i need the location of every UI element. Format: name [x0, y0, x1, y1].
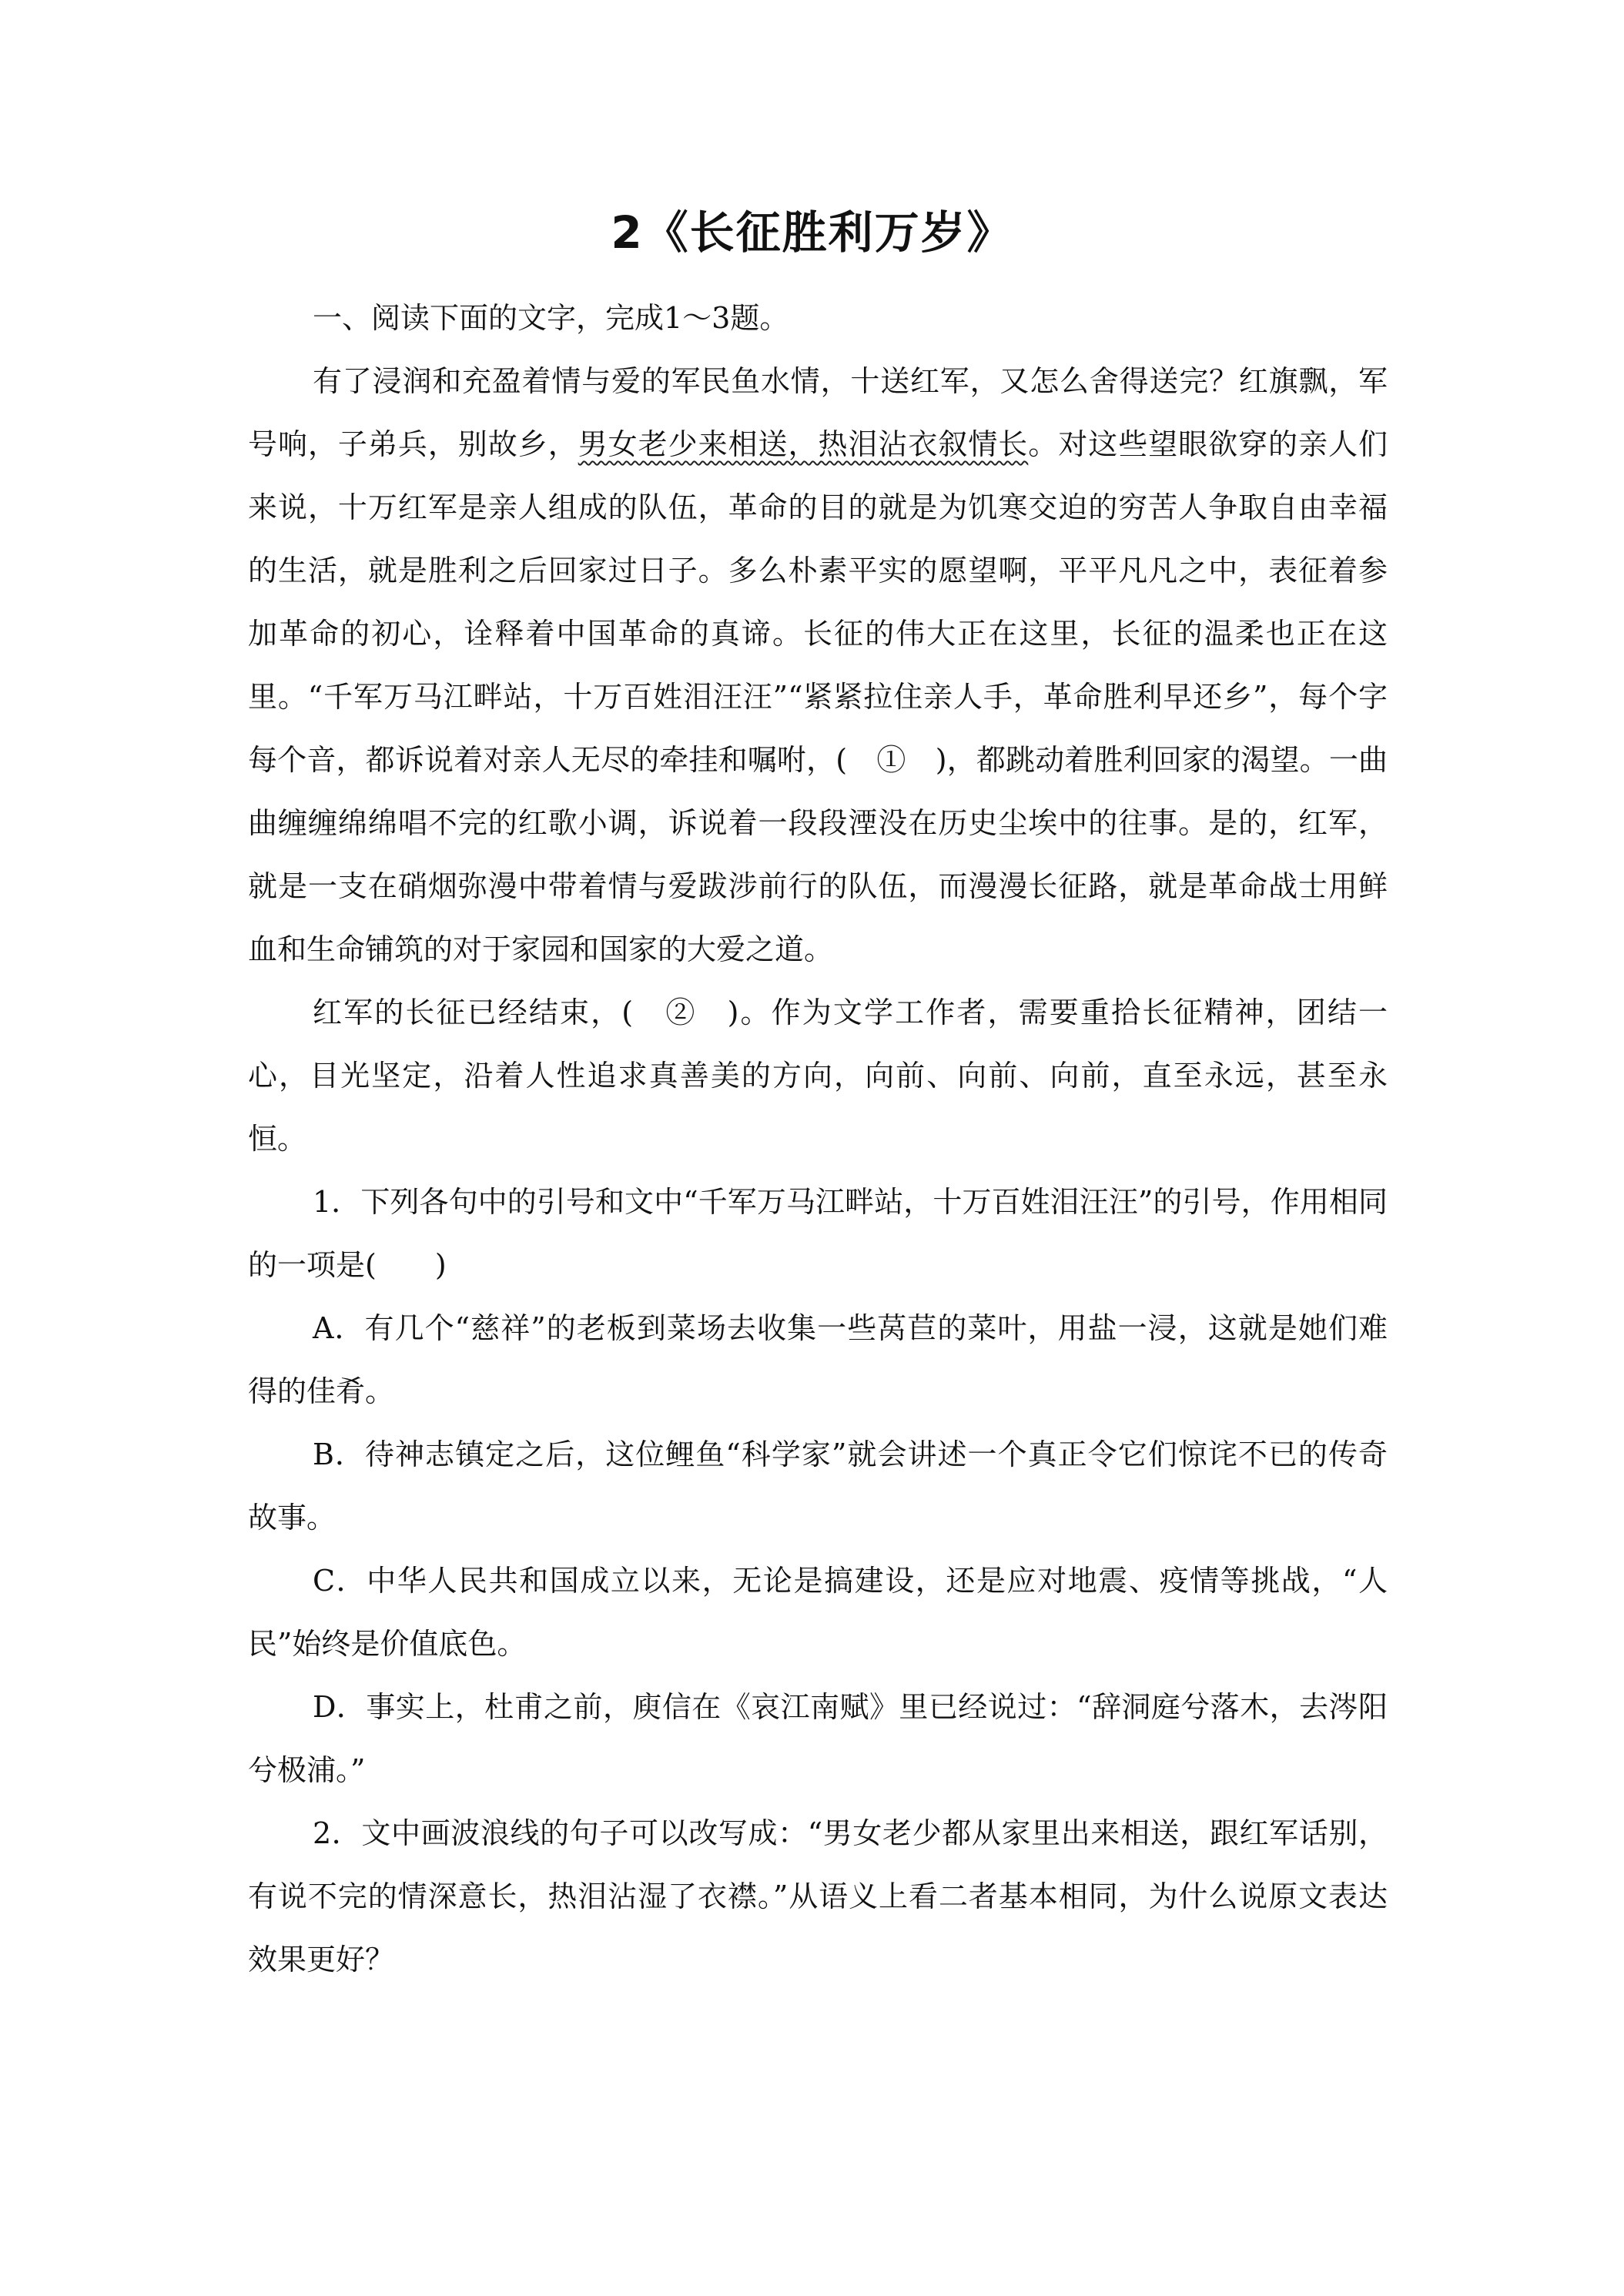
question-1-option-b: B．待神志镇定之后，这位鲤鱼“科学家”就会讲述一个真正令它们惊诧不已的传奇故事。 — [248, 1438, 1388, 1535]
passage-paragraph-1 — [248, 350, 1388, 981]
question-1-option-a: A．有几个“慈祥”的老板到菜场去收集一些莴苣的菜叶，用盐一浸，这就是她们难得的佳肴。 — [248, 1311, 1388, 1408]
document-body — [248, 286, 1388, 1991]
passage-paragraph-2: 红军的长征已经结束，( ② )。作为文学工作者，需要重拾长征精神，团结一心，目光坚定，沿着人性追求真善美的方向，向前、向前、向前，直至永远，甚至永恒。 — [248, 996, 1388, 1156]
section-instruction: 一、阅读下面的文字，完成1～3题。 — [313, 301, 789, 335]
passage-text: 。对这些望眼欲穿的亲人们来说，十万红军是亲人组成的队伍，革命的目的就是为饥寒交迫的穷苦人争取自由幸福的生活，就是胜利之后回家过日子。多么朴素平实的愿望啊，平平凡凡之中，表征着参加革命的初心，诠释着中国革命的真谛。长征的伟大正在这里，长征的温柔也正在这里。“千军万马江畔站，十万百姓泪汪汪”“紧紧拉住亲人手，革命胜利早还乡”，每个字每个音，都诉说着对亲人无尽的牵挂和嘱咐，( ① )，都跳动着胜利回家的渴望。一曲曲缠缠绵绵唱不完的红歌小调，诉说着一段段湮没在历史尘埃中的往事。是的，红军，就是一支在硝烟弥漫中带着情与爱跋涉前行的队伍，而漫漫长征路，就是革命战士用鲜血和生命铺筑的对于家园和国家的大爱之道。 — [248, 427, 1388, 966]
question-1-option-d: D．事实上，杜甫之前，庾信在《哀江南赋》里已经说过：“辞洞庭兮落木，去涔阳兮极浦。” — [248, 1690, 1388, 1787]
question-2-stem: 2．文中画波浪线的句子可以改写成：“男女老少都从家里出来相送，跟红军话别，有说不完的情深意长，热泪沾湿了衣襟。”从语义上看二者基本相同，为什么说原文表达效果更好？ — [248, 1816, 1388, 1976]
question-1-stem: 1．下列各句中的引号和文中“千军万马江畔站，十万百姓泪汪汪”的引号，作用相同的一项是( ) — [248, 1185, 1388, 1282]
passage-text: 有了浸润和充盈着情与爱的军民鱼水情，十送红军，又怎么舍得送完？红旗飘，军号响，子弟兵，别故乡， — [248, 364, 1388, 461]
page-title: 2《长征胜利万岁》 — [611, 206, 1013, 259]
wavy-underlined-sentence: 男女老少来相送，热泪沾衣叙情长 — [578, 427, 1029, 461]
question-1-option-c: C．中华人民共和国成立以来，无论是搞建设，还是应对地震、疫情等挑战，“人民”始终是价值底色。 — [248, 1564, 1388, 1661]
